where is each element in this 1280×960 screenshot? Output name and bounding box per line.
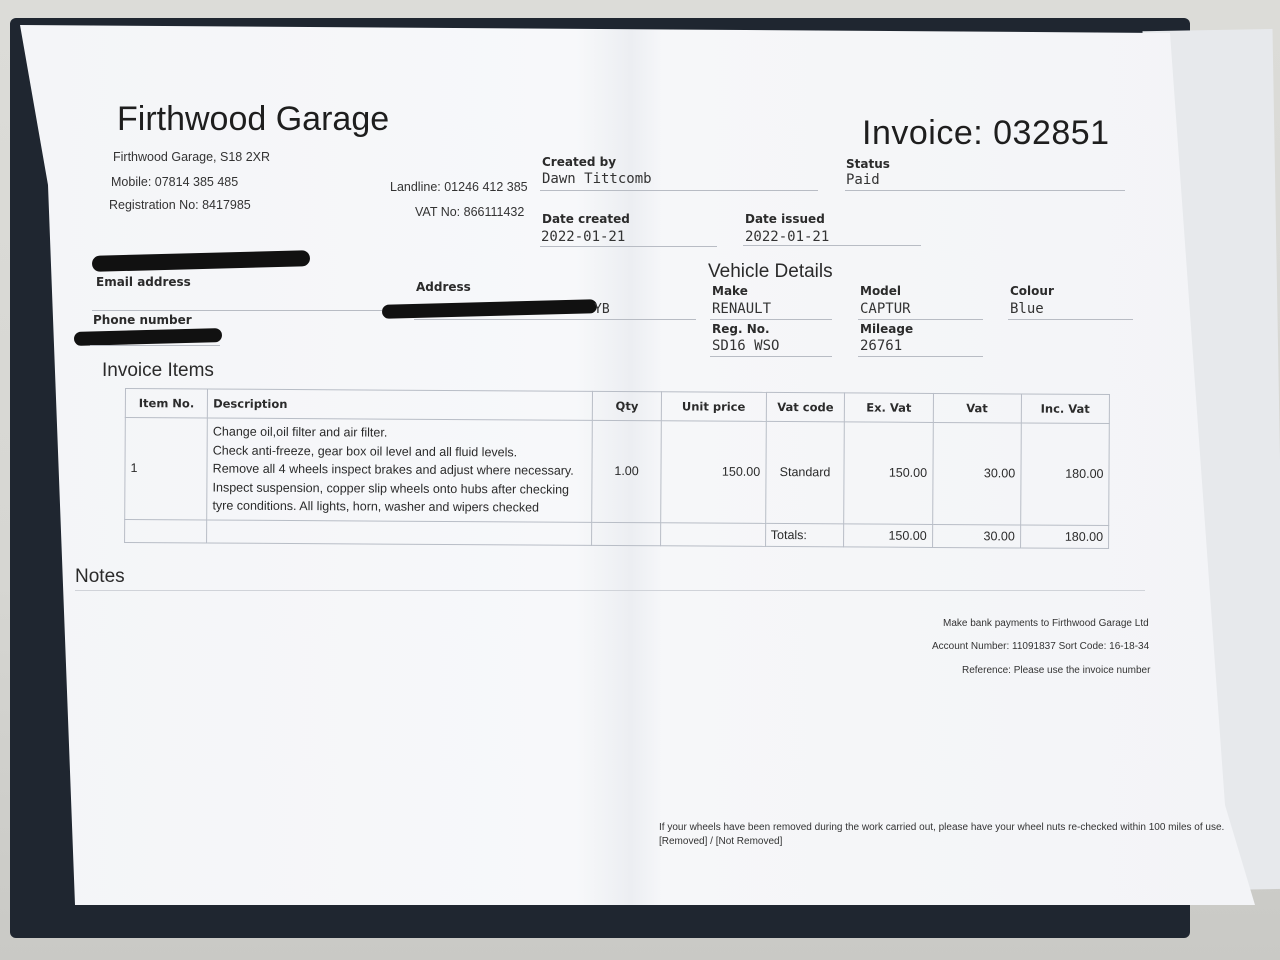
- total-ex-vat: 150.00: [844, 523, 932, 547]
- address-label: Address: [416, 280, 471, 294]
- removed-options: [Removed] / [Not Removed]: [659, 836, 783, 847]
- date-created-underline: [540, 246, 717, 247]
- empty-cell: [592, 522, 660, 545]
- created-by-value: Dawn Tittcomb: [542, 171, 652, 187]
- ex-vat-cell: 150.00: [844, 422, 933, 524]
- payment-line-1: Make bank payments to Firthwood Garage Ltd: [943, 618, 1149, 629]
- notes-rule: [75, 590, 1145, 591]
- empty-cell: [207, 520, 592, 545]
- inc-vat-cell: 180.00: [1020, 423, 1109, 525]
- col-vat: Vat: [933, 393, 1021, 423]
- status-value: Paid: [846, 172, 880, 188]
- col-vat-code: Vat code: [766, 392, 845, 421]
- reg-label: Reg. No.: [712, 322, 770, 336]
- created-by-underline: [540, 190, 818, 191]
- date-issued-value: 2022-01-21: [745, 229, 830, 245]
- garage-mobile: Mobile: 07814 385 485: [111, 175, 239, 189]
- status-label: Status: [846, 157, 890, 171]
- model-value: CAPTUR: [860, 301, 911, 317]
- mileage-value: 26761: [860, 338, 903, 354]
- col-ex-vat: Ex. Vat: [845, 393, 933, 423]
- col-item-no: Item No.: [125, 389, 207, 419]
- make-label: Make: [712, 284, 748, 298]
- phone-number-label: Phone number: [93, 313, 192, 327]
- reg-underline: [710, 356, 832, 357]
- date-issued-underline: [743, 245, 921, 246]
- date-created-label: Date created: [542, 212, 630, 226]
- payment-line-3: Reference: Please use the invoice number: [962, 665, 1151, 676]
- col-qty: Qty: [593, 391, 662, 420]
- item-no-cell: 1: [125, 418, 208, 520]
- status-underline: [845, 190, 1125, 191]
- description-line: Change oil,oil filter and air filter.: [212, 424, 388, 440]
- mileage-underline: [858, 356, 983, 357]
- description-line: Remove all 4 wheels inspect brakes and adjust where necessary.: [212, 461, 574, 478]
- model-underline: [858, 319, 983, 320]
- col-description: Description: [208, 389, 593, 420]
- reg-value: SD16 WSO: [712, 338, 780, 354]
- notes-heading: Notes: [75, 566, 125, 587]
- invoice-items-table: [124, 388, 1110, 549]
- col-unit-price: Unit price: [661, 392, 766, 422]
- garage-landline: Landline: 01246 412 385: [390, 180, 528, 194]
- payment-line-2: Account Number: 11091837 Sort Code: 16-18-34: [932, 641, 1150, 652]
- created-by-label: Created by: [542, 155, 617, 169]
- garage-name: Firthwood Garage: [117, 100, 390, 138]
- totals-label: Totals:: [765, 523, 844, 546]
- email-underline: [92, 310, 382, 311]
- unit-price-cell: 150.00: [660, 421, 766, 523]
- garage-registration: Registration No: 8417985: [109, 198, 251, 212]
- garage-vat-no: VAT No: 866111432: [415, 205, 525, 219]
- model-label: Model: [860, 284, 902, 298]
- wheel-notice: If your wheels have been removed during the work carried out, please have your wheel nuts re-checked within 100 miles of use.: [659, 822, 1225, 833]
- email-address-label: Email address: [96, 275, 191, 289]
- table-row: [125, 418, 1110, 526]
- phone-underline: [90, 345, 220, 346]
- description-line: Inspect suspension, copper slip wheels onto hubs after checking: [212, 480, 570, 497]
- invoice-number-title: Invoice: 032851: [862, 114, 1110, 152]
- colour-label: Colour: [1010, 284, 1054, 298]
- address-visible-tail: YB: [594, 302, 610, 317]
- invoice-items-heading: Invoice Items: [102, 360, 214, 381]
- description-line: Check anti-freeze, gear box oil level and all fluid levels.: [212, 443, 518, 459]
- mileage-label: Mileage: [860, 322, 914, 336]
- date-created-value: 2022-01-21: [541, 229, 626, 245]
- garage-address: Firthwood Garage, S18 2XR: [113, 150, 271, 164]
- address-underline: [414, 319, 696, 320]
- total-vat: 30.00: [932, 524, 1020, 548]
- date-issued-label: Date issued: [745, 212, 825, 226]
- total-inc-vat: 180.00: [1020, 524, 1108, 548]
- colour-underline: [1008, 319, 1133, 320]
- make-underline: [710, 319, 832, 320]
- description-line: tyre conditions. All lights, horn, washer and wipers checked: [212, 498, 540, 515]
- make-value: RENAULT: [712, 301, 772, 317]
- colour-value: Blue: [1010, 301, 1044, 317]
- vat-code-cell: Standard: [765, 421, 844, 523]
- empty-cell: [660, 522, 765, 546]
- empty-cell: [125, 519, 207, 543]
- qty-cell: 1.00: [592, 420, 661, 522]
- vehicle-details-heading: Vehicle Details: [708, 261, 833, 282]
- col-inc-vat: Inc. Vat: [1021, 394, 1109, 424]
- description-cell: [207, 418, 593, 522]
- vat-cell: 30.00: [932, 422, 1021, 524]
